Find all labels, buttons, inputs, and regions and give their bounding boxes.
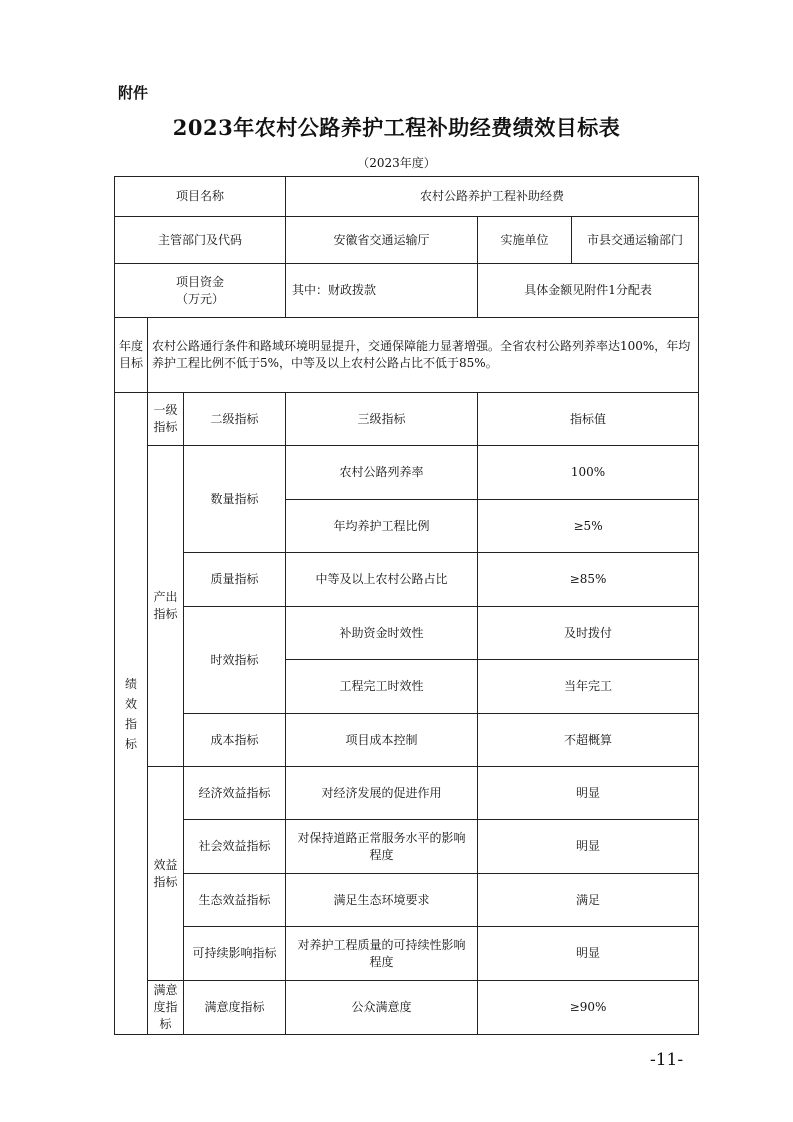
level1-header-line-2: 指标 bbox=[153, 420, 178, 434]
department-value: 安徽省交通运输厅 bbox=[286, 217, 478, 264]
table-row bbox=[115, 553, 699, 607]
level3-cell: 公众满意度 bbox=[286, 981, 478, 1035]
level3-line-2: 程度 bbox=[369, 847, 394, 862]
table-row bbox=[115, 607, 699, 660]
benefit-indicators-line-1: 效益 bbox=[153, 857, 178, 872]
annual-goal-text: 农村公路通行条件和路域环境明显提升，交通保障能力显著增强。全省农村公路列养率达100%，年均养护工程比例不低于5%，中等及以上农村公路占比不低于85%。 bbox=[148, 318, 699, 393]
value-cell: 100% bbox=[478, 446, 699, 500]
table-row bbox=[115, 446, 699, 500]
funding-label bbox=[115, 264, 286, 318]
level3-cell: 对经济发展的促进作用 bbox=[286, 767, 478, 820]
social-benefit-label: 社会效益指标 bbox=[184, 820, 286, 874]
table-row bbox=[115, 874, 699, 927]
value-cell: ≥90% bbox=[478, 981, 699, 1035]
level2-header: 二级指标 bbox=[184, 393, 286, 446]
ecological-benefit-label: 生态效益指标 bbox=[184, 874, 286, 927]
level3-header: 三级指标 bbox=[286, 393, 478, 446]
quantity-indicator-label: 数量指标 bbox=[184, 446, 286, 553]
level3-cell: 农村公路列养率 bbox=[286, 446, 478, 500]
implementer-value: 市县交通运输部门 bbox=[572, 217, 699, 264]
table-row bbox=[115, 820, 699, 874]
sustainability-label: 可持续影响指标 bbox=[184, 927, 286, 981]
value-header: 指标值 bbox=[478, 393, 699, 446]
economic-benefit-label: 经济效益指标 bbox=[184, 767, 286, 820]
satisfaction-line-3: 标 bbox=[159, 1017, 172, 1031]
level3-line-2: 程度 bbox=[369, 954, 394, 969]
satisfaction-line-2: 度指 bbox=[153, 1000, 178, 1014]
output-indicators-line-2: 指标 bbox=[153, 607, 178, 621]
output-indicators-line-1: 产出 bbox=[153, 590, 178, 604]
level3-cell: 项目成本控制 bbox=[286, 714, 478, 767]
value-cell: 不超概算 bbox=[478, 714, 699, 767]
year-subtitle: （2023年度） bbox=[357, 156, 436, 170]
value-cell: ≥5% bbox=[478, 500, 699, 553]
level3-cell: 工程完工时效性 bbox=[286, 660, 478, 714]
funding-note: 具体金额见附件1分配表 bbox=[478, 264, 699, 318]
level3-line-1: 对保持道路正常服务水平的影响 bbox=[297, 830, 466, 845]
level3-cell: 年均养护工程比例 bbox=[286, 500, 478, 553]
performance-indicators-label bbox=[115, 393, 148, 1035]
output-indicators-label bbox=[148, 446, 184, 767]
benefit-indicators-label bbox=[148, 767, 184, 981]
value-cell: ≥85% bbox=[478, 553, 699, 607]
timeliness-indicator-label: 时效指标 bbox=[184, 607, 286, 714]
department-label: 主管部门及代码 bbox=[115, 217, 286, 264]
performance-indicators-text: 绩效指标 bbox=[124, 676, 137, 751]
page-number: -11- bbox=[650, 1050, 684, 1070]
page-title: 2023年农村公路养护工程补助经费绩效目标表 bbox=[172, 115, 621, 140]
department-row bbox=[115, 217, 699, 264]
level3-cell: 满足生态环境要求 bbox=[286, 874, 478, 927]
value-cell: 当年完工 bbox=[478, 660, 699, 714]
level3-line-1: 对养护工程质量的可持续性影响 bbox=[297, 937, 466, 952]
level1-header bbox=[148, 393, 184, 446]
level3-cell: 补助资金时效性 bbox=[286, 607, 478, 660]
table-row bbox=[115, 714, 699, 767]
project-name-value: 农村公路养护工程补助经费 bbox=[286, 177, 699, 217]
annual-goal-label bbox=[115, 318, 148, 393]
table-row bbox=[115, 927, 699, 981]
level3-cell: 中等及以上农村公路占比 bbox=[286, 553, 478, 607]
satisfaction-indicators-label bbox=[148, 981, 184, 1035]
benefit-indicators-line-2: 指标 bbox=[153, 874, 178, 889]
level3-cell bbox=[286, 927, 478, 981]
value-cell: 明显 bbox=[478, 767, 699, 820]
funding-label-line-2: （万元） bbox=[176, 291, 225, 306]
indicator-header-row bbox=[115, 393, 699, 446]
value-cell: 及时拨付 bbox=[478, 607, 699, 660]
project-name-row bbox=[115, 177, 699, 217]
table-row bbox=[115, 981, 699, 1035]
satisfaction-indicator-label: 满意度指标 bbox=[184, 981, 286, 1035]
annual-goal-label-line-1: 年度 bbox=[118, 339, 143, 353]
project-name-label: 项目名称 bbox=[115, 177, 286, 217]
annual-goal-row bbox=[115, 318, 699, 393]
satisfaction-line-1: 满意 bbox=[153, 983, 178, 997]
value-cell: 明显 bbox=[478, 927, 699, 981]
level3-cell bbox=[286, 820, 478, 874]
funding-row bbox=[115, 264, 699, 318]
value-cell: 满足 bbox=[478, 874, 699, 927]
annual-goal-label-line-2: 目标 bbox=[118, 356, 143, 370]
cost-indicator-label: 成本指标 bbox=[184, 714, 286, 767]
value-cell: 明显 bbox=[478, 820, 699, 874]
table-row bbox=[115, 767, 699, 820]
funding-value: 其中：财政拨款 bbox=[286, 264, 478, 318]
level1-header-line-1: 一级 bbox=[153, 403, 178, 417]
annex-label: 附件 bbox=[118, 84, 149, 102]
performance-target-table bbox=[114, 176, 699, 1035]
funding-label-line-1: 项目资金 bbox=[176, 274, 225, 289]
quality-indicator-label: 质量指标 bbox=[184, 553, 286, 607]
implementer-label: 实施单位 bbox=[478, 217, 572, 264]
